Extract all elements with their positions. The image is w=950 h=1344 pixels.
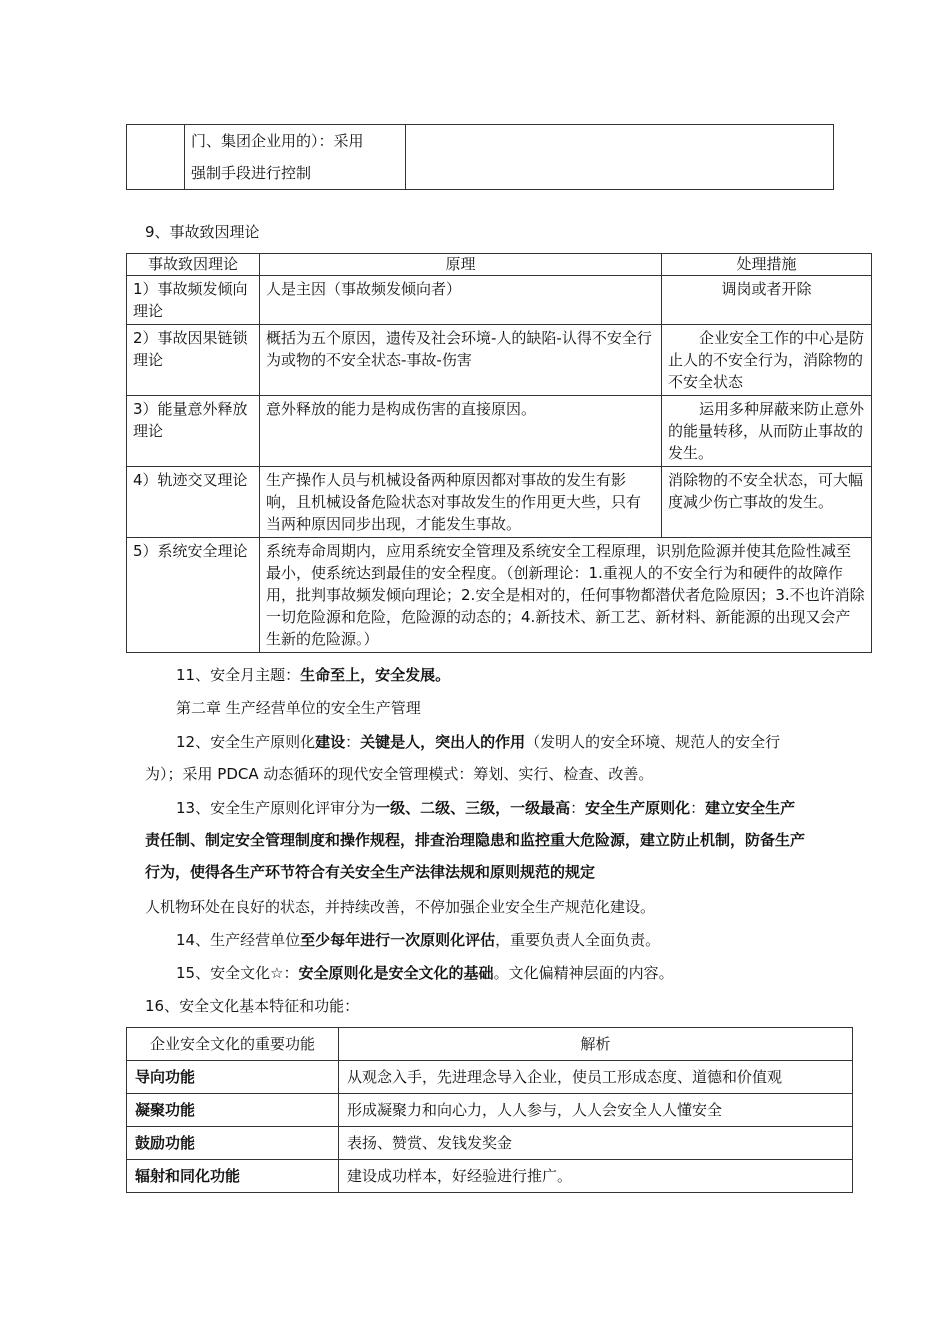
text: ： <box>690 799 706 817</box>
theory-name: 2）事故因果链锁理论 <box>127 325 260 396</box>
text: ： <box>570 799 586 817</box>
function-name: 凝聚功能 <box>127 1094 339 1127</box>
bold-text: 一级、二级、三级，一级最高 <box>375 799 571 817</box>
paragraph-12 <box>145 726 808 790</box>
table-row <box>127 538 872 653</box>
theory-measure: 运用多种屏蔽来防止意外的能量转移，从而防止事故的发生。 <box>662 396 872 467</box>
bold-text: 至少每年进行一次原则化评估 <box>300 931 496 949</box>
chapter-heading: 第二章 生产经营单位的安全生产管理 <box>176 699 421 717</box>
text: ，重要负责人全面负责。 <box>495 931 661 949</box>
table-cell <box>127 125 185 190</box>
cell-line: 门、集团企业用的）：采用 <box>191 132 364 150</box>
function-name: 鼓励功能 <box>127 1127 339 1160</box>
table-row <box>127 1160 853 1193</box>
safety-culture-table <box>126 1027 853 1193</box>
bold-text: 建设 <box>315 733 346 751</box>
continued-table <box>126 124 834 190</box>
text: 13、安全生产原则化评审分为 <box>176 799 376 817</box>
function-desc: 从观念入手，先进理念导入企业，使员工形成态度、道德和价值观 <box>339 1061 853 1094</box>
table-row <box>127 325 872 396</box>
bold-text: 安全生产原则化 <box>585 799 691 817</box>
table-header-row <box>127 1028 853 1061</box>
header-cell: 原理 <box>260 254 662 276</box>
paragraph-13-cont: 人机物环处在良好的状态，并持续改善，不停加强企业安全生产规范化建设。 <box>145 898 656 916</box>
table-cell <box>406 125 834 190</box>
table-row <box>127 1094 853 1127</box>
text: 。文化偏精神层面的内容。 <box>493 964 674 982</box>
bold-text: 关键是人，突出人的作用 <box>360 733 526 751</box>
paragraph-13 <box>145 792 808 888</box>
theory-measure: 企业安全工作的中心是防止人的不安全行为，消除物的不安全状态 <box>662 325 872 396</box>
function-desc: 表扬、赞赏、发钱发奖金 <box>339 1127 853 1160</box>
theory-principle: 意外释放的能力是构成伤害的直接原因。 <box>260 396 662 467</box>
table-row <box>127 1127 853 1160</box>
bold-text: 安全原则化是安全文化的基础 <box>298 964 494 982</box>
theory-principle: 系统寿命周期内，应用系统安全管理及系统安全工程原理，识别危险源并使其危险性减至最小，使系统达到最佳的安全程度。（创新理论：1.重视人的不安全行为和硬件的故障作用，批判事故频发倾向理论；2.安全是相对的，任何事物都潜伏者危险原因；3.不也许消除一切危险源和危险，危险源的动态的；4.新技术、新工艺、新材料、新能源的出现又会产生新的危险源。） <box>260 538 872 653</box>
bold-text: 生命至上，安全发展。 <box>300 666 451 684</box>
table-row <box>127 125 834 190</box>
theory-measure: 调岗或者开除 <box>662 276 872 325</box>
header-cell: 事故致因理论 <box>127 254 260 276</box>
theory-principle: 生产操作人员与机械设备两种原因都对事故的发生有影响，且机械设备危险状态对事故发生的作用更大些，只有当两种原因同步出现，才能发生事故。 <box>260 467 662 538</box>
paragraph-11 <box>145 659 808 691</box>
theory-principle: 概括为五个原因，遗传及社会环境-人的缺陷-认得不安全行为或物的不安全状态-事故-伤害 <box>260 325 662 396</box>
paragraph-16: 16、安全文化基本特征和功能： <box>145 997 360 1015</box>
text: （发明人的安全环境、规范人的安全行为）；采用 PDCA 动态循环的现代安全管理模式：筹划、实行、检查、改善。 <box>145 733 781 783</box>
theory-measure: 消除物的不安全状态，可大幅度减少伤亡事故的发生。 <box>662 467 872 538</box>
text: 12、安全生产原则化 <box>176 733 316 751</box>
header-cell: 解析 <box>339 1028 853 1061</box>
table-cell <box>185 125 406 190</box>
paragraph-15 <box>145 957 808 989</box>
theory-name: 5）系统安全理论 <box>127 538 260 653</box>
section9-heading: 9、事故致因理论 <box>145 223 260 241</box>
table-row <box>127 467 872 538</box>
function-desc: 形成凝聚力和向心力，人人参与，人人会安全人人懂安全 <box>339 1094 853 1127</box>
header-cell: 企业安全文化的重要功能 <box>127 1028 339 1061</box>
theory-name: 4）轨迹交叉理论 <box>127 467 260 538</box>
function-name: 导向功能 <box>127 1061 339 1094</box>
text: 11、安全月主题： <box>176 666 301 684</box>
table-row <box>127 396 872 467</box>
table-row <box>127 276 872 325</box>
header-cell: 处理措施 <box>662 254 872 276</box>
text: ： <box>345 733 361 751</box>
text: 15、安全文化☆： <box>176 964 299 982</box>
theory-name: 3）能量意外释放理论 <box>127 396 260 467</box>
paragraph-14 <box>145 924 808 956</box>
table-header-row <box>127 254 872 276</box>
function-desc: 建设成功样本，好经验进行推广。 <box>339 1160 853 1193</box>
cell-line: 强制手段进行控制 <box>191 164 312 182</box>
function-name: 辐射和同化功能 <box>127 1160 339 1193</box>
bold-text: 建立安全生产责任制、制定安全管理制度和操作规程，排查治理隐患和监控重大危险源，建立防止机制，防备生产行为，使得各生产环节符合有关安全生产法律法规和原则规范的规定 <box>145 799 806 881</box>
table-row <box>127 1061 853 1094</box>
text: 14、生产经营单位 <box>176 931 301 949</box>
accident-theory-table <box>126 253 872 653</box>
theory-principle: 人是主因（事故频发倾向者） <box>260 276 662 325</box>
theory-name: 1）事故频发倾向理论 <box>127 276 260 325</box>
